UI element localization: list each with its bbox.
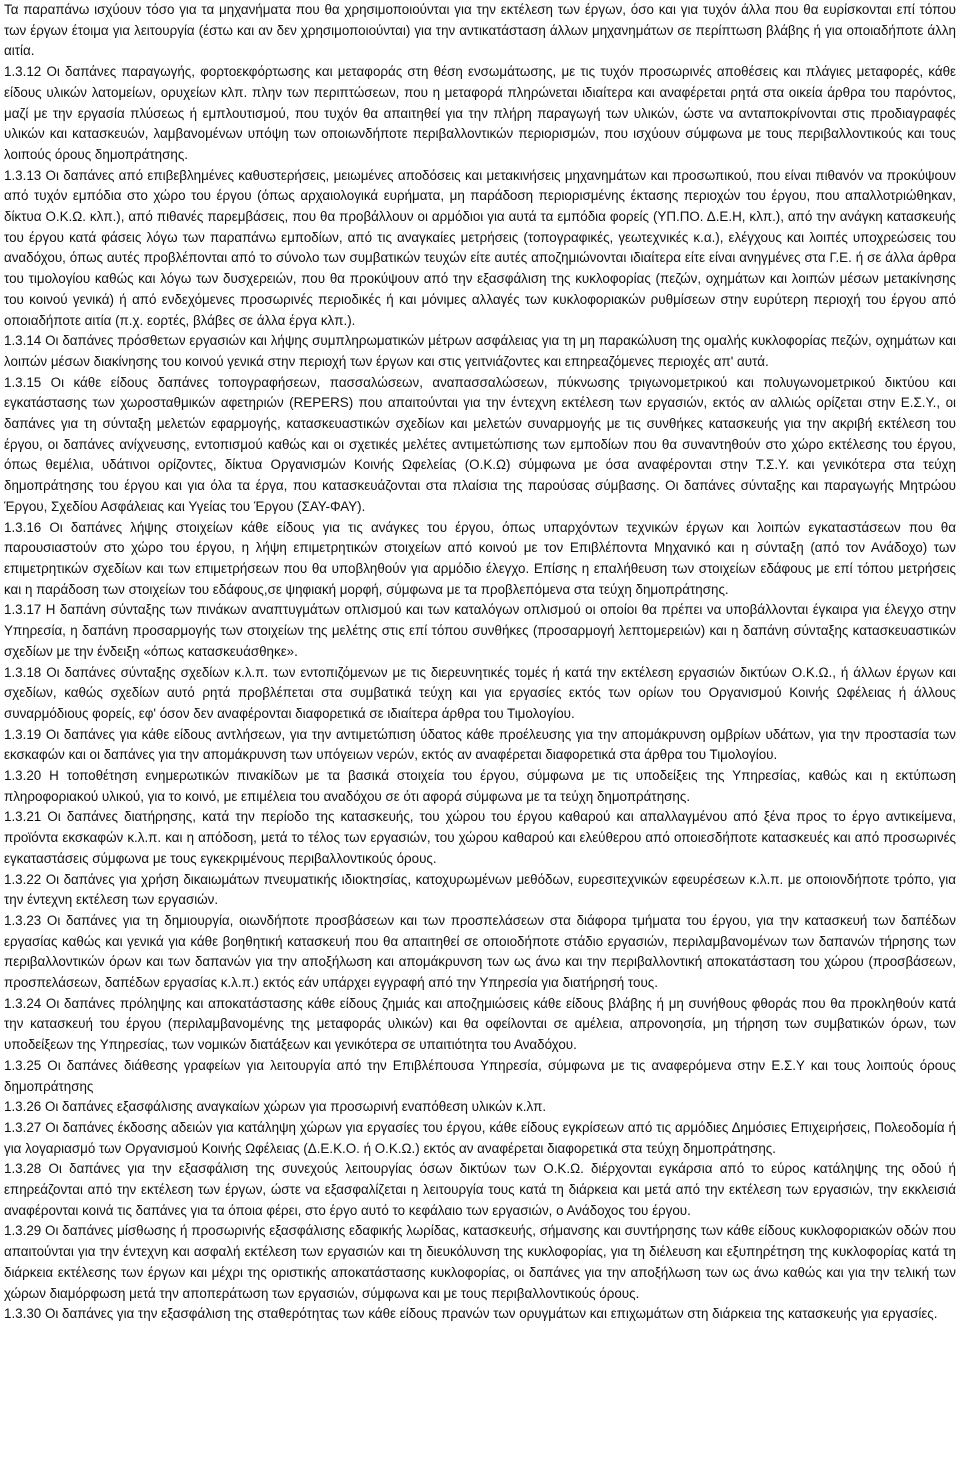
paragraph-1-3-13: 1.3.13 Οι δαπάνες από επιβεβλημένες καθυστερήσεις, μειωμένες αποδόσεις και μετακινήσεις μηχανημάτων και προσωπικού, που είναι πιθανόν να προκύψουν από τυχόν εμπόδια στο χώρο του έργου (όπως αρχαιολογικά ευρήματα, μη παράδοση περιορισμένης έκτασης περιοχών του έργου, που απαλλοτριώθηκαν, δίκτυα Ο.Κ.Ω. κλπ.), από πιθανές παρεμβάσεις, που θα προβάλλουν οι αρμόδιοι για αυτά τα εμπόδια φορείς (ΥΠ.ΠΟ. Δ.Ε.Η, κλπ.), από την ανάγκη κατασκευής του έργου κατά φάσεις λόγω των παραπάνω εμποδίων, από τις αναγκαίες μετρήσεις (τοπογραφικές, γεωτεχνικές κ.α.), ελέγχους και λοιπές υποχρεώσεις του αναδόχου, όπως αυτές προβλέπονται από το σύνολο των συμβατικών τευχών είτε αυτές αποζημιώνονται ιδιαίτερα είτε είναι ανηγμένες στα Γ.Ε. ή σε άλλα άρθρα του τιμολογίου καθώς και λόγω των δυσχερειών, που θα προκύψουν από την εξασφάλιση της κυκλοφορίας (πεζών, οχημάτων και λοιπών μέσων μετακίνησης του κοινού γενικά) ή από ενδεχόμενες προσωρινές περιοδικές ή και μόνιμες αλλαγές των κυκλοφοριακών ρυθμίσεων στην ευρύτερη περιοχή του έργου από οποιαδήποτε αιτία (π.χ. εορτές, βλάβες σε άλλα έργα κλπ.).	[4, 167, 956, 328]
paragraph-1-3-28: 1.3.28 Οι δαπάνες για την εξασφάλιση της συνεχούς λειτουργίας όσων δικτύων των Ο.Κ.Ω. διέρχονται εγκάρσια από το εύρος κατάληψης της οδού ή επηρεάζονται από την εκτέλεση των έργων, ώστε να εξασφαλίζεται η λειτουργία τους κατά τη διάρκεια και μετά από την εκτέλεση των εργασιών, την εκκλεισιά αναφέρονται κοινά τις δαπάνες για τα όποια φέρει, στο έργο αυτό το κεφάλαιο των εργασιών, ο Ανάδοχος του έργου.	[4, 1161, 956, 1218]
paragraph-1-3-15: 1.3.15 Οι κάθε είδους δαπάνες τοπογραφήσεων, πασσαλώσεων, αναπασσαλώσεων, πύκνωσης τριγωνομετρικού και πολυγωνομετρικού δικτύου και εγκατάστασης των χωροσταθμικών αφετηριών (REPERS) που απαιτούνται για την έντεχνη εκτέλεση των εργασιών, εκτός αν αλλιώς ορίζεται στην Ε.Σ.Υ., οι δαπάνες για τη σύνταξη μελετών εφαρμογής, κατασκευαστικών σχεδίων και μελετών συναρμογής με τις συνθήκες κατασκευής για την ακριβή εκτέλεση του έργου, οι δαπάνες ανίχνευσης, εντοπισμού καθώς και οι σχετικές μελέτες αντιμετώπισης των εμποδίων που θα συναντηθούν στο χώρο εκτέλεσης του έργου, όπως θεμέλια, υδάτινοι ορίζοντες, δίκτυα Οργανισμών Κοινής Ωφελείας (Ο.Κ.Ω) σύμφωνα με όσα αναφέρονται στην Τ.Σ.Υ. και γενικότερα στα τεύχη δημοπράτησης του έργου και για όλα τα έργα, που κατασκευάζονται στα πλαίσια της παρούσας σύμβασης. Οι δαπάνες σύνταξης και παραγωγής Μητρώου Έργου, Σχεδίου Ασφάλειας και Υγείας του Έργου (ΣΑΥ-ΦΑΥ).	[4, 374, 956, 514]
paragraph-intro: Τα παραπάνω ισχύουν τόσο για τα μηχανήματα που θα χρησιμοποιούνται για την εκτέλεση των έργων, όσο και για τυχόν άλλα που θα ευρίσκονται επί τόπου των έργων έτοιμα για λειτουργία (έστω και αν δεν χρησιμοποιούνται) για την αντικατάσταση άλλων μηχανημάτων σε περίπτωση βλάβης ή για οποιαδήποτε άλλη αιτία.	[4, 2, 956, 59]
paragraph-1-3-12: 1.3.12 Οι δαπάνες παραγωγής, φορτοεκφόρτωσης και μεταφοράς στη θέση ενσωμάτωσης, με τις τυχόν προσωρινές αποθέσεις και πλάγιες μεταφορές, κάθε είδους υλικών λατομείων, ορυχείων κλπ. πλην των περιπτώσεων, που η μεταφορά πληρώνεται ιδιαίτερα και αναφέρεται ρητά στα οικεία άρθρα του παρόντος, μαζί με την εργασία πλύσεως ή εμπλουτισμού, που τυχόν θα απαιτηθεί για την πλήρη παραγωγή των υλικών, ώστε να ανταποκρίνονται στις προδιαγραφές υλικών και κατασκευών, λαμβανομένων υπόψη των οποιωνδήποτε περιβαλλοντικών περιορισμών, που ισχύουν σύμφωνα με τους περιβαλλοντικούς και τους λοιπούς όρους δημοπράτησης.	[4, 64, 956, 162]
paragraph-1-3-27: 1.3.27 Οι δαπάνες έκδοσης αδειών για κατάληψη χώρων για εργασίες του έργου, κάθε είδους εγκρίσεων από τις αρμόδιες Δημόσιες Επιχειρήσεις, Πολεοδομία ή για λογαριασμό των Οργανισμού Κοινής Ωφέλειας (Δ.Ε.Κ.Ο. ή Ο.Κ.Ω.) εκτός αν αναφέρεται διαφορετικά στα τεύχη δημοπράτησης.	[4, 1119, 956, 1156]
paragraph-1-3-20: 1.3.20 Η τοποθέτηση ενημερωτικών πινακίδων με τα βασικά στοιχεία του έργου, σύμφωνα με τις υποδείξεις της Υπηρεσίας, καθώς και η εκτύπωση πληροφοριακού υλικού, για το κοινό, με επιμέλεια του αναδόχου σε ότι αφορά σύμφωνα με τα τεύχη δημοπράτησης.	[4, 768, 956, 804]
paragraph-1-3-16: 1.3.16 Οι δαπάνες λήψης στοιχείων κάθε είδους για τις ανάγκες του έργου, όπως υπαρχόντων τεχνικών έργων και λοιπών εγκαταστάσεων που θα παρουσιαστούν στο χώρο του έργου, η λήψη επιμετρητικών στοιχείων από κοινού με τον Επιβλέποντα Μηχανικό και η σύνταξη (από τον Ανάδοχο) των επιμετρητικών σχεδίων και των επιμετρήσεων που θα υποβληθούν για αρμόδιο έλεγχο. Επίσης η επαλήθευση των στοιχείων εδάφους με επί τόπου μετρήσεις και η παράδοση των στοιχείων του εδάφους,σε ψηφιακή μορφή, σύμφωνα με τα προβλεπόμενα στα τεύχη δημοπράτησης.	[4, 519, 956, 597]
paragraph-1-3-19: 1.3.19 Οι δαπάνες για κάθε είδους αντλήσεων, για την αντιμετώπιση ύδατος κάθε προέλευσης για την απομάκρυνση ομβρίων υδάτων, για την προστασία των εκσκαφών και οι δαπάνες για την απομάκρυνση των υπόγειων νερών, εκτός αν αναφέρεται διαφορετικά στα άρθρα του Τιμολογίου.	[4, 726, 956, 763]
paragraph-1-3-21: 1.3.21 Οι δαπάνες διατήρησης, κατά την περίοδο της κατασκευής, του χώρου του έργου καθαρού και απαλλαγμένου από ξένα προς το έργο αντικείμενα, προϊόντα εκσκαφών κ.λ.π. και η απόδοση, μετά το τέλος των εργασιών, του χώρου καθαρού και ελεύθερου από οποιεσδήποτε κατασκευές και από προσωρινές εγκαταστάσεις σύμφωνα με τους εγκεκριμένους περιβαλλοντικούς όρους.	[4, 809, 956, 866]
paragraph-1-3-22: 1.3.22 Οι δαπάνες για χρήση δικαιωμάτων πνευματικής ιδιοκτησίας, κατοχυρωμένων μεθόδων, ευρεσιτεχνικών εφευρέσεων κ.λ.π. με οποιονδήποτε τρόπο, για την έντεχνη εκτέλεση των εργασιών.	[4, 871, 956, 908]
paragraph-1-3-25: 1.3.25 Οι δαπάνες διάθεσης γραφείων για λειτουργία από την Επιβλέπουσα Υπηρεσία, σύμφωνα με τις αναφερόμενα στην Ε.Σ.Υ και τους λοιπούς όρους δημοπράτησης	[4, 1057, 956, 1094]
paragraph-1-3-14: 1.3.14 Οι δαπάνες πρόσθετων εργασιών και λήψης συμπληρωματικών μέτρων ασφάλειας για τη μη παρακώλυση της ομαλής κυκλοφορίας πεζών, οχημάτων και λοιπών μέσων διακίνησης του κοινού γενικά στην περιοχή των έργων και στις γειτνιάζοντες και επηρεαζόμενες περιοχές απ' αυτά.	[4, 333, 956, 369]
paragraph-1-3-18: 1.3.18 Οι δαπάνες σύνταξης σχεδίων κ.λ.π. των εντοπιζόμενων με τις διερευνητικές τομές ή κατά την εκτέλεση εργασιών δικτύων Ο.Κ.Ω., ή άλλων έργων και σχεδίων, καθώς σχεδίων αυτό ρητά προβλέπεται στα συμβατικά τεύχη και για εργασίες εκτός των ορίων του Οργανισμού Κοινής Ωφέλειας ή άλλους συναρμόδιους φορείς, εφ' όσον δεν αναφέρονται διαφορετικά σε ιδιαίτερα άρθρα του Τιμολογίου.	[4, 664, 956, 721]
paragraph-1-3-17: 1.3.17 Η δαπάνη σύνταξης των πινάκων αναπτυγμάτων οπλισμού και των καταλόγων οπλισμού οι οποίοι θα πρέπει να υποβάλλονται έγκαιρα για έλεγχο στην Υπηρεσία, η δαπάνη προσαρμογής των στοιχείων της μελέτης στις επί τόπου συνθήκες (προσαρμογή λεπτομερειών) και η δαπάνη σύνταξης κατασκευαστικών σχεδίων με την ένδειξη «όπως κατασκευάσθηκε».	[4, 602, 956, 659]
paragraph-1-3-30: 1.3.30 Οι δαπάνες για την εξασφάλιση της σταθερότητας των κάθε είδους πρανών των ορυγμάτων και επιχωμάτων στη διάρκεια της κατασκευής για εργασίες.	[4, 1306, 938, 1322]
paragraph-1-3-29: 1.3.29 Οι δαπάνες μίσθωσης ή προσωρινής εξασφάλισης εδαφικής λωρίδας, κατασκευής, σήμανσης και συντήρησης των κάθε είδους κυκλοφοριακών οδών που απαιτούνται για την έντεχνη και ασφαλή εκτέλεση των εργασιών και τη διευκόλυνση της κυκλοφορίας, για τη διέλευση και εξυπηρέτηση της κυκλοφορίας κατά τη διάρκεια εκτέλεσης των έργων και μέχρι της οριστικής αποκατάστασης κυκλοφορίας, οι δαπάνες για την αποξήλωση των ως άνω καθώς και για την τελική των χώρων διαμόρφωση μετά την αποπεράτωση των εργασιών, σύμφωνα και με τους περιβαλλοντικούς όρους.	[4, 1223, 956, 1301]
paragraph-1-3-24: 1.3.24 Οι δαπάνες πρόληψης και αποκατάστασης κάθε είδους ζημιάς και αποζημιώσεις κάθε είδους βλάβης ή μη συνήθους φθοράς που θα προκληθούν κατά την κατασκευή του έργου (περιλαμβανομένης της μεταφοράς υλικών) και θα οφείλονται σε αμέλεια, απρονοησία, μη τήρηση των συμβατικών όρων, των υποδείξεων της Υπηρεσίας, των νομικών διατάξεων και γενικότερα σε υπαιτιότητα του Αναδόχου.	[4, 995, 956, 1053]
paragraph-1-3-26: 1.3.26 Οι δαπάνες εξασφάλισης αναγκαίων χώρων για προσωρινή εναπόθεση υλικών κ.λπ.	[4, 1099, 547, 1115]
paragraph-1-3-23: 1.3.23 Οι δαπάνες για τη δημιουργία, οιωνδήποτε προσβάσεων και των προσπελάσεων στα διάφορα τμήματα του έργου, για την κατασκευή των δαπέδων εργασίας καθώς και γενικά για κάθε βοηθητική κατασκευή που θα απαιτηθεί σε οποιοδήποτε στάδιο εργασιών, περιλαμβανομένων των δαπανών τήρησης των περιβαλλοντικών όρων και των δαπανών για την αποξήλωση και απομάκρυνση των ως άνω και την περιβαλλοντική αποκατάσταση του χώρου (προσβάσεων, προσπελάσεων, δαπέδων εργασίας κ.λ.π.) εκτός εάν υπάρχει εγγραφή από την Υπηρεσία για διατήρησή τους.	[4, 912, 956, 991]
